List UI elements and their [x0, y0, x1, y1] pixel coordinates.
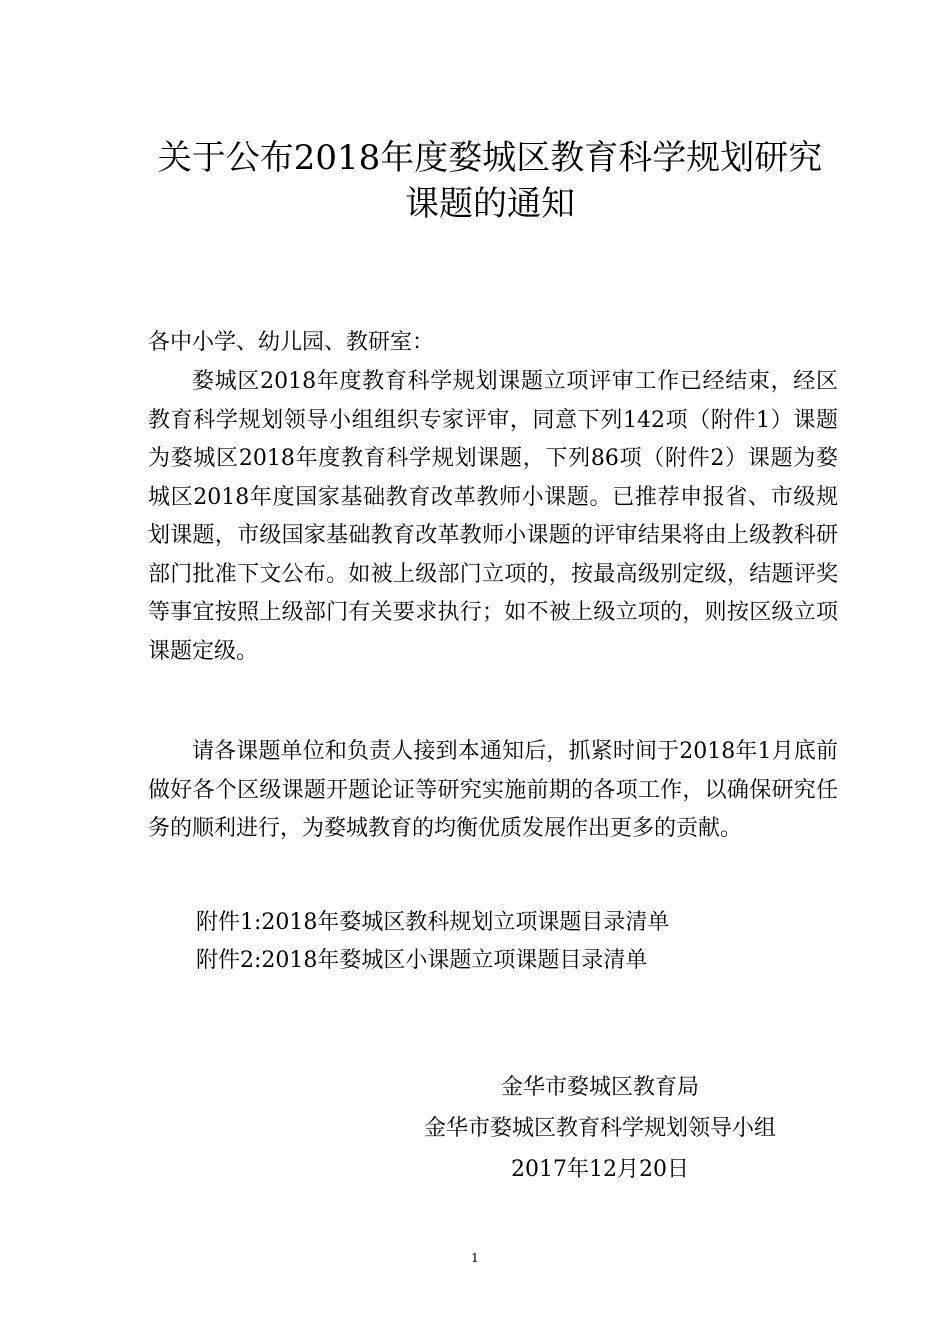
document-title-line-1: 关于公布2018年度婺城区教育科学规划研究 [157, 138, 823, 178]
body-paragraph-1: 婺城区2018年度教育科学规划课题立项评审工作已经结束，经区教育科学规划领导小组组织专家评审，同意下列142项（附件1）课题为婺城区2018年度教育科学规划课题，下列86项（附件2）课题为婺城区2018年度国家基础教育改革教师小课题。已推荐申报省、市级规划课题，市级国家基础教育改革教师小课题的评审结果将由上级教科研部门批准下文公布。如被上级部门立项的，按最高级别定级，结题评奖等事宜按照上级部门有关要求执行；如不被上级立项的，则按区级立项课题定级。 [148, 369, 838, 664]
signature-org-1: 金华市婺城区教育局 [500, 1075, 699, 1100]
attachment-2: 附件2:2018年婺城区小课题立项课题目录清单 [196, 948, 648, 973]
page-number: 1 [471, 1251, 479, 1265]
attachment-1: 附件1:2018年婺城区教科规划立项课题目录清单 [196, 910, 670, 935]
salutation: 各中小学、幼儿园、教研室： [148, 330, 435, 355]
signature-org-2: 金华市婺城区教育科学规划领导小组 [423, 1116, 776, 1141]
signature-date: 2017年12月20日 [511, 1157, 689, 1182]
document-title-line-2: 课题的通知 [405, 184, 575, 224]
body-paragraph-2: 请各课题单位和负责人接到本通知后，抓紧时间于2018年1月底前做好各个区级课题开题论证等研究实施前期的各项工作，以确保研究任务的顺利进行，为婺城教育的均衡优质发展作出更多的贡献。 [148, 739, 838, 841]
